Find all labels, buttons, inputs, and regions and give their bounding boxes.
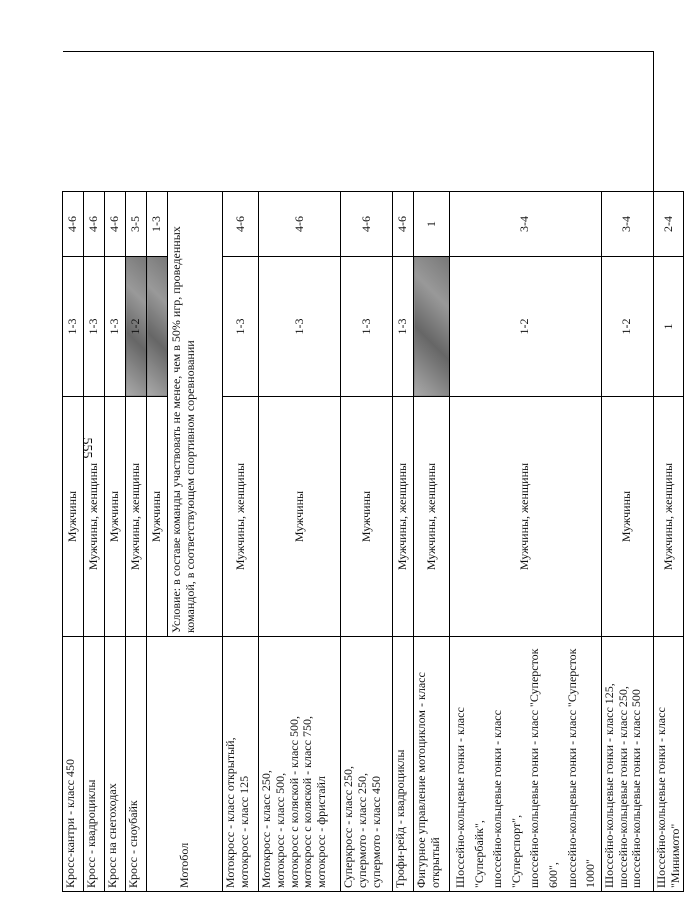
discipline-cell bbox=[601, 637, 653, 892]
age-cell: 2-4 bbox=[653, 192, 684, 257]
condition-cell: Условие: в составе команды участвовать не менее, чем в 50% игр, проведенных командой, в соответствующем спортивном соревновании bbox=[168, 192, 223, 637]
age-cell: 4-6 bbox=[341, 192, 393, 257]
sex-cell: Мужчины, женщины bbox=[653, 397, 684, 637]
discipline-line: шоссейно-кольцевые гонки - класс "Суперсток 1000" bbox=[564, 648, 598, 888]
age-cell: 4-6 bbox=[393, 192, 414, 257]
sports-table bbox=[62, 51, 684, 892]
discipline-cell: Кросс - сноубайк bbox=[126, 637, 147, 892]
discipline-line: супермото - класс 450 bbox=[368, 775, 383, 888]
discipline-cell bbox=[450, 637, 602, 892]
discipline-line: шоссейно-кольцевые гонки - класс 500 bbox=[629, 689, 644, 888]
discipline-line: шоссейно-кольцевые гонки - класс "Суперспорт", bbox=[490, 710, 523, 888]
discipline-cell bbox=[414, 637, 450, 892]
discipline-cell bbox=[341, 637, 393, 892]
blank-column bbox=[63, 52, 654, 192]
age-cell: 3-4 bbox=[450, 192, 602, 257]
age-cell: 4-6 bbox=[84, 192, 105, 257]
sex-cell: Мужчины, женщины bbox=[126, 397, 147, 637]
years-cell bbox=[414, 257, 450, 397]
discipline-line: Шоссейно-кольцевые гонки - класс "Супербайк", bbox=[453, 707, 486, 888]
discipline-line: шоссейно-кольцевые гонки - класс "Суперсток 600", bbox=[527, 648, 560, 888]
years-cell: 1-3 bbox=[259, 257, 341, 397]
discipline-line: Шоссейно-кольцевые гонки - класс 125, bbox=[601, 683, 616, 888]
years-cell: 1-3 bbox=[84, 257, 105, 397]
sex-cell: Мужчины, женщины bbox=[393, 397, 414, 637]
sex-cell: Мужчины bbox=[259, 397, 341, 637]
discipline-line: Мотокросс - класс 250, bbox=[259, 770, 273, 888]
discipline-line: Фигурное управление мотоциклом - класс bbox=[414, 672, 428, 888]
discipline-line: открытый bbox=[427, 837, 442, 888]
discipline-cell: Кросс-кантри - класс 450 bbox=[63, 637, 84, 892]
discipline-cell: Кросс - квадроциклы bbox=[84, 637, 105, 892]
sex-cell: Мужчины bbox=[341, 397, 393, 637]
discipline-line: мотокросс с коляской - класс 500, bbox=[286, 716, 301, 888]
years-cell: 1-2 bbox=[450, 257, 602, 397]
discipline-line: супермото - класс 250, bbox=[354, 772, 369, 888]
discipline-line: мотокросс - класс 125 bbox=[236, 775, 251, 888]
years-cell: 1-3 bbox=[223, 257, 259, 397]
discipline-line: шоссейно-кольцевые гонки - класс 250, bbox=[615, 686, 630, 888]
years-cell: 1 bbox=[653, 257, 684, 397]
table-row bbox=[653, 52, 684, 892]
age-cell: 1-3 bbox=[147, 192, 168, 257]
sex-cell: Мужчины, женщины bbox=[223, 397, 259, 637]
sex-cell: Мужчины bbox=[105, 397, 126, 637]
discipline-line: Мотокросс - класс открытый, bbox=[223, 737, 237, 888]
years-cell bbox=[147, 257, 168, 397]
sex-cell: Мужчины bbox=[147, 397, 168, 637]
age-cell: 4-6 bbox=[223, 192, 259, 257]
sex-cell: Мужчины bbox=[63, 397, 84, 637]
age-cell: 1 bbox=[414, 192, 450, 257]
discipline-cell: Мотобол bbox=[147, 637, 223, 892]
discipline-line: мотокросс - фристайл bbox=[314, 776, 329, 888]
years-cell: 1-3 bbox=[393, 257, 414, 397]
years-cell: 1-3 bbox=[341, 257, 393, 397]
discipline-line: мотокросс с коляской - класс 750, bbox=[300, 716, 315, 888]
years-cell: 1-2 bbox=[601, 257, 653, 397]
age-cell: 3-5 bbox=[126, 192, 147, 257]
discipline-cell: Кросс на снегоходах bbox=[105, 637, 126, 892]
discipline-cell: Трофи-рейд - квадроциклы bbox=[393, 637, 414, 892]
discipline-line: Суперкросс - класс 250, bbox=[341, 765, 355, 888]
discipline-line: мотокросс - класс 500, bbox=[272, 772, 287, 888]
age-cell: 3-4 bbox=[601, 192, 653, 257]
rotated-table-container bbox=[62, 52, 682, 892]
discipline-cell bbox=[259, 637, 341, 892]
age-cell: 4-6 bbox=[63, 192, 84, 257]
sex-cell: Мужчины, женщины bbox=[450, 397, 602, 637]
page-number: 555 bbox=[79, 437, 94, 459]
years-cell: 1-3 bbox=[105, 257, 126, 397]
years-cell: 1-3 bbox=[63, 257, 84, 397]
sex-cell: Мужчины, женщины bbox=[414, 397, 450, 637]
years-cell: 1-2 bbox=[126, 257, 147, 397]
age-cell: 4-6 bbox=[259, 192, 341, 257]
discipline-cell: Шоссейно-кольцевые гонки - класс "Минимото" bbox=[653, 637, 684, 892]
discipline-cell bbox=[223, 637, 259, 892]
sex-cell: Мужчины, женщины bbox=[84, 397, 105, 637]
table-row bbox=[63, 52, 84, 892]
sex-cell: Мужчины bbox=[601, 397, 653, 637]
age-cell: 4-6 bbox=[105, 192, 126, 257]
